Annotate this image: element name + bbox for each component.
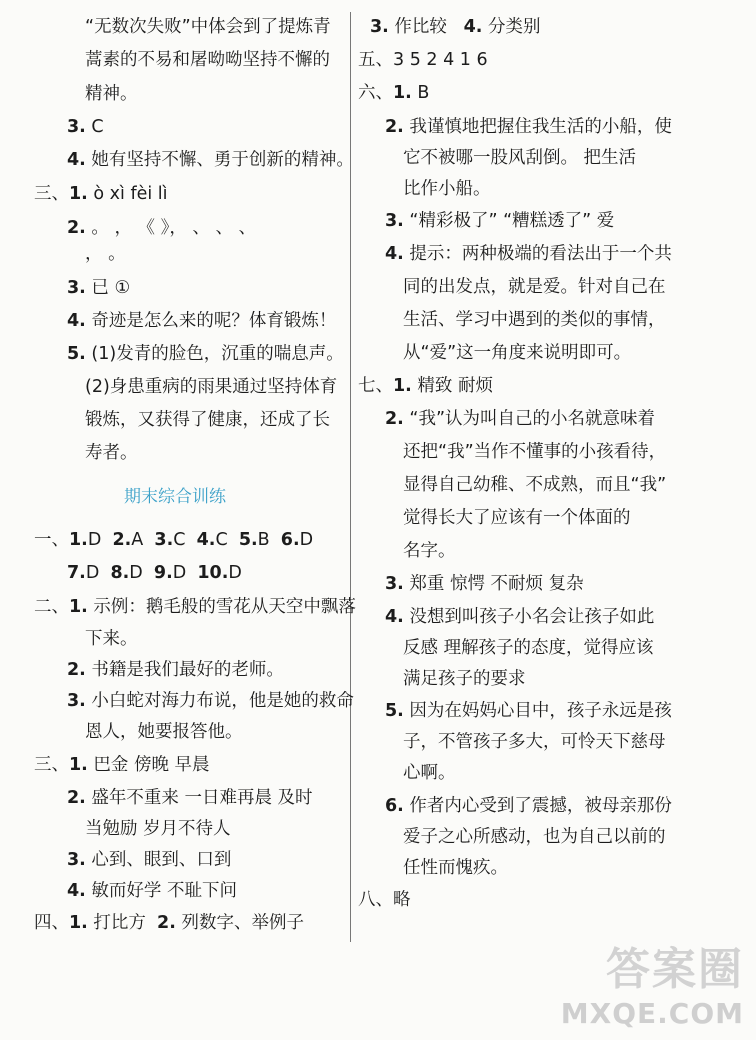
item-number: 3. <box>67 850 86 870</box>
item-text: 奇迹是怎么来的呢？体育锻炼！ <box>91 311 337 331</box>
answer-line: 同的出发点，就是爱。针对自己在 <box>403 277 666 297</box>
answer-line: 满足孩子的要求 <box>403 669 526 689</box>
item-text: 她有坚持不懈、勇于创新的精神。 <box>91 150 354 170</box>
item-number: 4. <box>67 150 86 170</box>
answer-line: 反感 理解孩子的态度，觉得应该 <box>403 638 654 658</box>
item-number: 2. <box>157 913 176 933</box>
answer-item <box>67 659 284 681</box>
section-label: 四、 <box>34 913 69 933</box>
item-text: 已 ① <box>91 278 131 298</box>
item-text: 小白蛇对海力布说，他是她的救命 <box>91 691 354 711</box>
item-text: 。 ， 《 》， 、 、 、 <box>91 218 257 238</box>
item-number: 1. <box>69 530 88 550</box>
answer-line: “无数次失败”中体会到了提炼青 <box>85 17 331 37</box>
item-number: 4. <box>463 17 483 37</box>
item-text: B <box>257 530 270 550</box>
item-text: “我”认为叫自己的小名就意味着 <box>409 409 656 429</box>
item-text: 分类别 <box>488 17 541 37</box>
item-text: C <box>91 117 104 137</box>
answer-item <box>385 795 672 817</box>
section-label: 三、 <box>34 755 69 775</box>
answer-item <box>385 243 672 265</box>
item-text: (1)发青的脸色，沉重的喘息声。 <box>91 344 344 364</box>
item-number: 4. <box>67 881 86 901</box>
section-heading: 期末综合训练 <box>124 487 226 507</box>
item-number: 4. <box>385 607 404 627</box>
item-number: 3. <box>370 17 389 37</box>
item-number: 3. <box>385 574 404 594</box>
answer-item <box>34 596 356 618</box>
item-text: D <box>299 530 314 550</box>
answer-item <box>34 912 304 934</box>
item-number: 9. <box>153 563 173 583</box>
answer-line: 比作小船。 <box>403 179 491 199</box>
item-number: 3. <box>67 691 86 711</box>
item-number: 1. <box>69 913 88 933</box>
answer-item <box>67 849 231 871</box>
item-text: 心到、眼到、口到 <box>91 850 232 870</box>
item-text: 因为在妈妈心目中，孩子永远是孩 <box>409 701 672 721</box>
item-text: “精彩极了” “糟糕透了” 爱 <box>409 211 615 231</box>
answer-line: 名字。 <box>403 541 456 561</box>
item-text: 列数字、举例子 <box>181 913 304 933</box>
answer-item <box>67 310 336 332</box>
item-number: 2. <box>67 660 86 680</box>
answer-line: 生活、学习中遇到的类似的事情， <box>403 310 666 330</box>
item-text: D <box>87 530 102 550</box>
answer-line: 蒿素的不易和屠呦呦坚持不懈的 <box>85 50 330 70</box>
answer-line: 寿者。 <box>85 443 138 463</box>
item-text: B <box>417 83 430 103</box>
answer-item <box>385 408 655 430</box>
answer-item <box>67 880 237 902</box>
item-text: 郑重 惊愕 不耐烦 复杂 <box>409 574 584 594</box>
answer-item <box>67 690 354 712</box>
item-number: 3. <box>67 117 86 137</box>
item-number: 1. <box>393 376 412 396</box>
item-number: 1. <box>69 755 88 775</box>
item-number: 8. <box>110 563 130 583</box>
answer-item <box>67 116 104 138</box>
item-text: D <box>228 563 242 583</box>
mc-answers-row <box>67 563 242 583</box>
watermark-url: MXQE.COM <box>560 997 744 1030</box>
answer-line: 显得自己幼稚、不成熟，而且“我” <box>403 475 667 495</box>
answer-item <box>67 343 344 365</box>
item-text: 示例：鹅毛般的雪花从天空中飘落 <box>93 597 356 617</box>
watermark <box>561 933 744 1030</box>
watermark-logo-text: 答案圈 <box>606 944 744 995</box>
answer-line: 当勉励 岁月不待人 <box>85 819 231 839</box>
answer-line: (2)身患重病的雨果通过坚持体育 <box>85 377 338 397</box>
item-text: D <box>85 563 100 583</box>
answer-line: 下来。 <box>85 629 138 649</box>
answer-item <box>385 116 672 138</box>
item-number: 5. <box>238 530 258 550</box>
section-label: 三、 <box>34 184 69 204</box>
section-label: 二、 <box>34 597 69 617</box>
item-number: 1. <box>393 83 412 103</box>
answer-line: 五、3 5 2 4 1 6 <box>358 50 488 70</box>
item-text: 巴金 傍晚 早晨 <box>93 755 210 775</box>
item-number: 2. <box>67 788 86 808</box>
answer-line: 锻炼，又获得了健康，还成了长 <box>85 410 330 430</box>
answer-item <box>67 787 313 809</box>
section-label: 六、 <box>358 83 393 103</box>
item-number: 1. <box>69 184 88 204</box>
item-text: 作比较 <box>394 17 447 37</box>
item-number: 10. <box>197 563 229 583</box>
item-text: A <box>131 530 144 550</box>
item-number: 5. <box>67 344 86 364</box>
item-number: 3. <box>385 211 404 231</box>
answer-item <box>67 149 354 171</box>
mc-answers-row <box>69 530 313 550</box>
answer-line: 它不被哪一股风刮倒。 把生活 <box>403 148 637 168</box>
answer-line: 子，不管孩子多大，可怜天下慈母 <box>403 732 666 752</box>
item-number: 3. <box>67 278 86 298</box>
section-label: 七、 <box>358 376 393 396</box>
answer-item <box>385 606 654 628</box>
item-number: 3. <box>154 530 174 550</box>
answer-item <box>34 183 168 205</box>
answer-item <box>385 210 614 232</box>
item-text: 提示：两种极端的看法出于一个共 <box>409 244 672 264</box>
answer-item <box>385 573 584 595</box>
answer-line: 还把“我”当作不懂事的小孩看待， <box>403 442 667 462</box>
item-number: 1. <box>69 597 88 617</box>
item-text: D <box>172 563 187 583</box>
item-number: 4. <box>385 244 404 264</box>
answer-line: 觉得长大了应该有一个体面的 <box>403 508 631 528</box>
item-text: 书籍是我们最好的老师。 <box>91 660 284 680</box>
item-number: 4. <box>196 530 216 550</box>
answer-item <box>67 277 130 299</box>
answer-item <box>67 217 256 239</box>
item-text: C <box>215 530 228 550</box>
answer-line: 爱子之心所感动，也为自己以前的 <box>403 827 666 847</box>
item-text: 作者内心受到了震撼，被母亲那份 <box>409 796 672 816</box>
item-number: 4. <box>67 311 86 331</box>
item-text: ò xì fèi lì <box>93 184 168 204</box>
section-label: 一、 <box>34 530 69 550</box>
item-text: 精致 耐烦 <box>417 376 493 396</box>
answer-line: 八、略 <box>358 890 411 910</box>
answer-line: ， 。 <box>85 244 126 264</box>
answer-line: 从“爱”这一角度来说明即可。 <box>403 343 632 363</box>
answer-item <box>67 562 242 584</box>
item-number: 5. <box>385 701 404 721</box>
answer-item <box>358 375 493 397</box>
item-number: 2. <box>112 530 132 550</box>
item-number: 7. <box>67 563 86 583</box>
item-text: 我谨慎地把握住我生活的小船，使 <box>409 117 672 137</box>
answer-line: 任性而愧疚。 <box>403 858 508 878</box>
item-number: 2. <box>385 409 404 429</box>
answer-line: 精神。 <box>85 84 138 104</box>
item-number: 2. <box>67 218 86 238</box>
item-text: 没想到叫孩子小名会让孩子如此 <box>409 607 655 627</box>
answer-item <box>370 16 541 38</box>
answer-item <box>34 754 210 776</box>
item-number: 6. <box>280 530 300 550</box>
answer-line: 心啊。 <box>403 763 456 783</box>
item-text: C <box>173 530 186 550</box>
answer-item <box>385 700 672 722</box>
item-number: 6. <box>385 796 404 816</box>
answer-item <box>34 529 313 551</box>
answer-item <box>358 82 429 104</box>
answer-line: 恩人，她要报答他。 <box>85 722 243 742</box>
item-text: 盛年不重来 一日难再晨 及时 <box>91 788 313 808</box>
item-text: D <box>129 563 143 583</box>
item-text: 敏而好学 不耻下问 <box>91 881 237 901</box>
item-number: 2. <box>385 117 404 137</box>
item-text: 打比方 <box>93 913 146 933</box>
